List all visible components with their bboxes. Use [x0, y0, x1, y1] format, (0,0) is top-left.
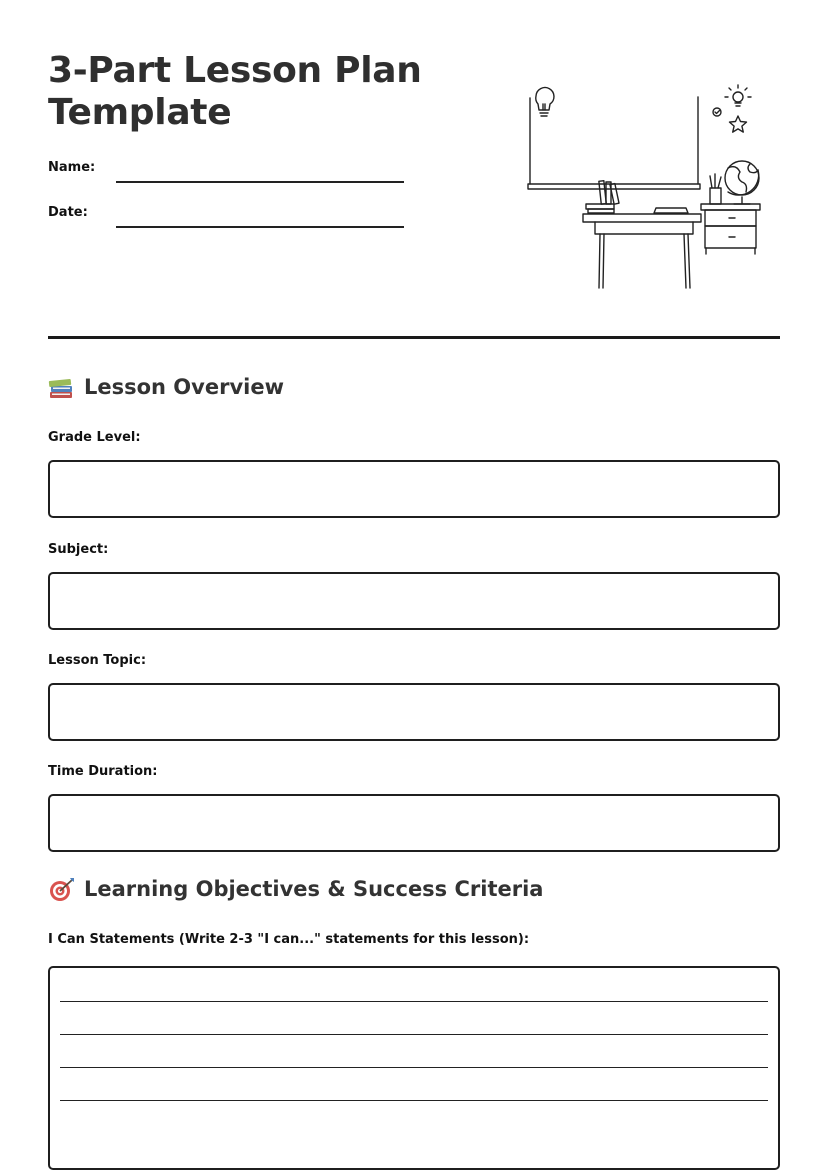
notebook [654, 208, 688, 213]
idea-doodle-icon [725, 85, 751, 106]
lightbulb-icon [536, 88, 554, 116]
subject-field[interactable] [48, 572, 780, 630]
target-icon [48, 876, 76, 902]
check-doodle-icon [713, 108, 721, 116]
writing-line[interactable] [60, 1067, 768, 1068]
star-doodle-icon [730, 116, 747, 132]
date-row [48, 205, 408, 229]
name-input-line[interactable] [116, 181, 404, 183]
books-stack [586, 181, 619, 213]
lesson-overview-heading [48, 374, 284, 400]
writing-line[interactable] [60, 1100, 768, 1101]
classroom-illustration [520, 82, 780, 294]
writing-line[interactable] [60, 1001, 768, 1002]
page-title [48, 50, 468, 134]
globe-icon [725, 161, 759, 204]
date-input-line[interactable] [116, 226, 404, 228]
writing-line[interactable] [60, 1034, 768, 1035]
drawer-cabinet [701, 204, 760, 254]
name-label: Name: [48, 160, 96, 175]
time-duration-field[interactable] [48, 794, 780, 852]
grade-level-field[interactable] [48, 460, 780, 518]
learning-objectives-heading [48, 876, 543, 902]
chalkboard [528, 97, 700, 189]
name-row [48, 160, 408, 184]
learning-objectives-title: Learning Objectives & Success Criteria [84, 877, 544, 901]
date-label: Date: [48, 205, 88, 220]
section-divider [48, 336, 780, 339]
pencil-cup [710, 174, 721, 204]
title-line-2: Template [48, 92, 232, 133]
i-can-statements-box[interactable] [48, 966, 780, 1170]
time-duration-label: Time Duration: [48, 764, 158, 779]
grade-level-label: Grade Level: [48, 430, 141, 445]
subject-label: Subject: [48, 542, 109, 557]
lesson-overview-title: Lesson Overview [84, 375, 284, 399]
desk [583, 214, 701, 288]
i-can-statements-label: I Can Statements (Write 2-3 "I can..." statements for this lesson): [48, 932, 530, 947]
title-line-1: 3-Part Lesson Plan [48, 50, 422, 91]
lesson-topic-label: Lesson Topic: [48, 653, 147, 668]
lesson-topic-field[interactable] [48, 683, 780, 741]
books-icon [48, 374, 76, 400]
